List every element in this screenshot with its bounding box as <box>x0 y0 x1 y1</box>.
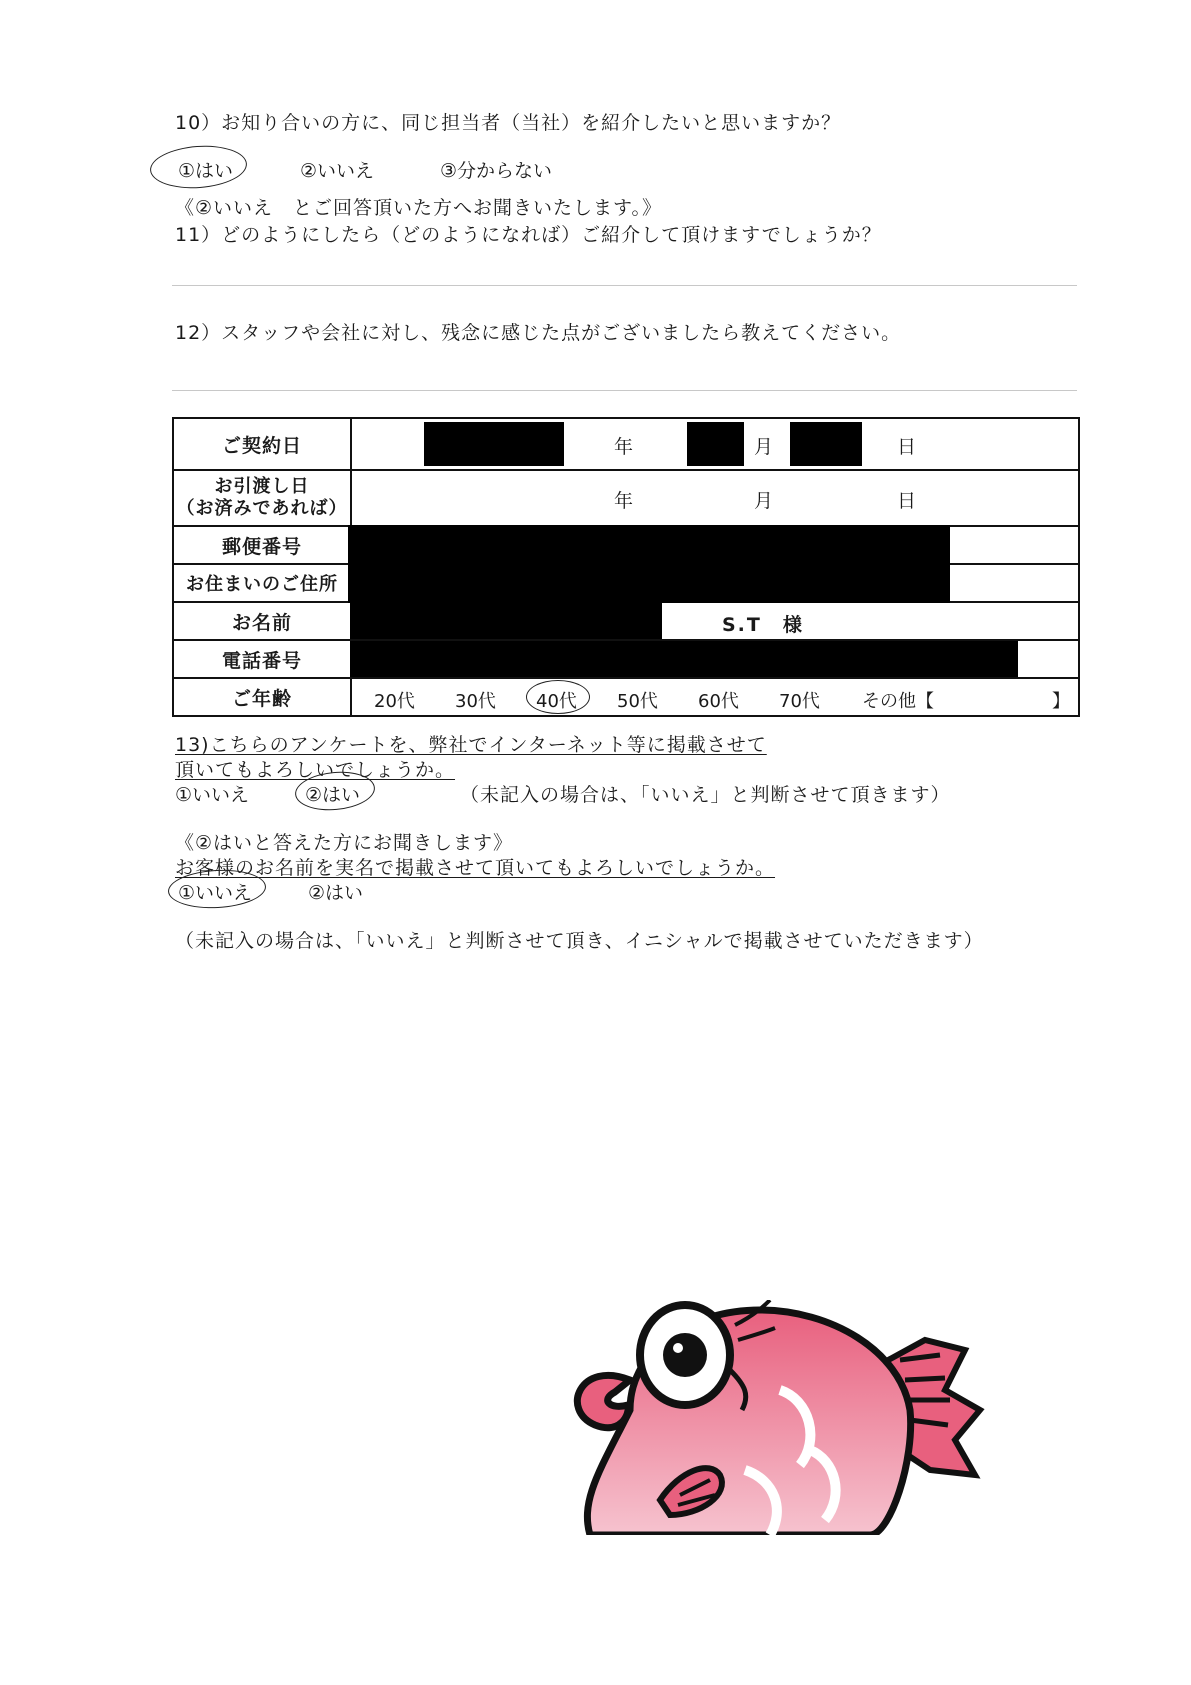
postal-code-label: 郵便番号 <box>173 526 351 564</box>
age-option-50s[interactable]: 50代 <box>617 691 658 712</box>
q13-question-line2: 頂いてもよろしいでしょうか。 <box>175 759 456 781</box>
q13-question-line1: 13)こちらのアンケートを、弊社でインターネット等に掲載させて <box>175 734 767 756</box>
redaction-block <box>348 563 950 603</box>
age-option-20s[interactable]: 20代 <box>374 691 415 712</box>
q10-option-yes[interactable]: ①はい <box>178 160 234 182</box>
fish-lips <box>577 1375 630 1427</box>
age-other-close-bracket: 】 <box>1052 691 1070 712</box>
q10-question: 10）お知り合いの方に、同じ担当者（当社）を紹介したいと思いますか？ <box>175 112 842 134</box>
name-field[interactable] <box>351 602 1079 640</box>
q13b-option-yes[interactable]: ②はい <box>308 882 364 904</box>
q12-question: 12）スタッフや会社に対し、残念に感じた点がございましたら教えてください。 <box>175 322 902 344</box>
age-option-40s[interactable]: 40代 <box>536 691 577 712</box>
age-option-other[interactable]: その他【 <box>862 691 934 712</box>
q11-note: 《②いいえ とご回答頂いた方へお聞きいたします。》 <box>175 197 663 219</box>
age-selected-circle <box>526 680 590 714</box>
delivery-date-label <box>173 470 351 526</box>
q13b-question: お客様のお名前を実名で掲載させて頂いてもよろしいでしょうか。 <box>175 857 776 879</box>
redaction-block <box>348 525 950 565</box>
q10-option-unknown[interactable]: ③分からない <box>440 160 553 182</box>
month-label: 月 <box>754 490 774 512</box>
q13-option-yes[interactable]: ②はい <box>305 784 361 806</box>
q11-question: 11）どのようにしたら（どのようになれば）ご紹介して頂けますでしょうか？ <box>175 224 882 246</box>
month-label: 月 <box>754 436 774 458</box>
day-label: 日 <box>897 436 917 458</box>
fish-body <box>587 1310 910 1535</box>
address-label: お住まいのご住所 <box>173 564 351 602</box>
age-option-60s[interactable]: 60代 <box>698 691 739 712</box>
contract-date-field[interactable] <box>351 418 1079 470</box>
redaction-block <box>350 641 1018 677</box>
name-label: お名前 <box>173 602 351 640</box>
q10-option-no[interactable]: ②いいえ <box>300 160 375 182</box>
delivery-label-line1: お引渡し日 <box>214 476 310 497</box>
age-option-30s[interactable]: 30代 <box>455 691 496 712</box>
day-label: 日 <box>897 490 917 512</box>
redaction-block <box>424 422 564 466</box>
q13-note: （未記入の場合は、「いいえ」と判断させて頂きます） <box>460 784 951 806</box>
postal-code-field[interactable] <box>351 526 1079 564</box>
year-label: 年 <box>614 490 634 512</box>
age-field[interactable] <box>351 678 1079 716</box>
q13b-option-no[interactable]: ①いいえ <box>178 882 253 904</box>
q13-option-no[interactable]: ①いいえ <box>175 784 250 806</box>
phone-field[interactable] <box>351 640 1079 678</box>
redaction-block <box>350 603 662 639</box>
q13b-intro: 《②はいと答えた方にお聞きします》 <box>175 832 514 854</box>
q11-answer-line[interactable] <box>172 285 1077 286</box>
pink-fish-mascot-icon <box>570 1300 990 1535</box>
contract-date-label: ご契約日 <box>173 418 351 470</box>
name-value: S.T 様 <box>722 614 804 636</box>
year-label: 年 <box>614 436 634 458</box>
phone-label: 電話番号 <box>173 640 351 678</box>
q10-selected-circle <box>149 143 249 192</box>
customer-info-table <box>172 417 1080 717</box>
age-option-70s[interactable]: 70代 <box>779 691 820 712</box>
q12-answer-line[interactable] <box>172 390 1077 391</box>
redaction-block <box>687 422 744 466</box>
q13b-note: （未記入の場合は、「いいえ」と判断させて頂き、イニシャルで掲載させていただきます） <box>175 930 984 952</box>
delivery-label-line2: （お済みであれば） <box>176 498 348 519</box>
redaction-block <box>790 422 862 466</box>
delivery-date-field[interactable] <box>351 470 1079 526</box>
address-field[interactable] <box>351 564 1079 602</box>
age-label: ご年齢 <box>173 678 351 716</box>
